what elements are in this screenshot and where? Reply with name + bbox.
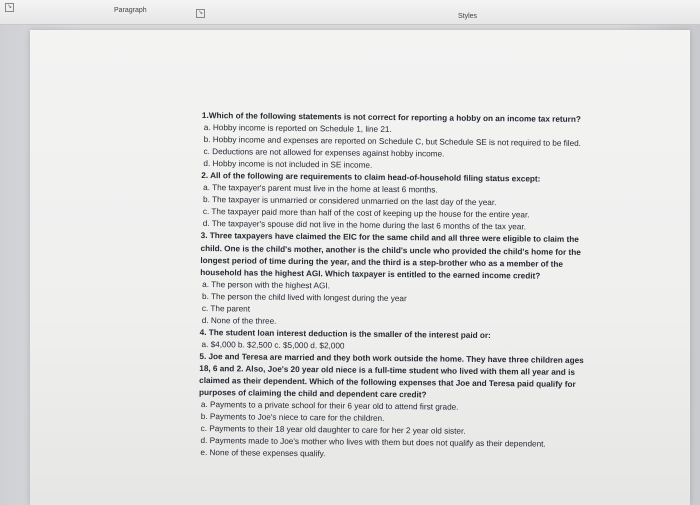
- answer-option: a. Hobby income is reported on Schedule 1, line 21.: [203, 123, 392, 135]
- question-line: 4. The student loan interest deduction is the smaller of the interest paid or:: [199, 327, 491, 340]
- answer-option: a. The taxpayer's parent must live in the home at least 6 months.: [203, 183, 438, 195]
- answer-option: d. None of the three.: [201, 315, 277, 326]
- question-line: child. One is the child's mother, another is the child's uncle who provided the child's home for the: [200, 243, 581, 257]
- answer-option: a. $4,000 b. $2,500 c. $5,000 d. $2,000: [201, 339, 345, 351]
- question-line: longest period of time during the year, and the third is a step-brother who as a member of the: [200, 255, 564, 269]
- question-line: 1.Which of the following statements is not correct for reporting a hobby on an income tax return?: [201, 110, 581, 124]
- question-line: 3. Three taxpayers have claimed the EIC for the same child and all three were eligible to claim the: [200, 231, 579, 245]
- answer-option: d. The taxpayer's spouse did not live in the home during the last 6 months of the tax year.: [202, 219, 527, 232]
- question-line: claimed as their dependent. Which of the following expenses that Joe and Teresa paid qualify for: [199, 376, 576, 389]
- question-line: 2. All of the following are requirements to claim head-of-household filing status except:: [201, 171, 541, 184]
- answer-option: a. Payments to a private school for their 6 year old to attend first grade.: [200, 400, 459, 412]
- answer-option: c. Deductions are not allowed for expenses against hobby income.: [203, 147, 445, 159]
- question-line: 5. Joe and Teresa are married and they both work outside the home. They have three children ages: [199, 351, 584, 365]
- paragraph-group-label: Paragraph: [114, 7, 147, 14]
- paragraph-dialog-launcher-icon[interactable]: ↘: [197, 10, 204, 16]
- answer-option: a. The person with the highest AGI.: [202, 279, 330, 291]
- ribbon: [0, 0, 700, 25]
- answer-option: b. The taxpayer is unmarried or considered unmarried on the last day of the year.: [203, 195, 497, 208]
- font-dialog-launcher-icon[interactable]: ↘: [6, 4, 13, 10]
- document-body[interactable]: [198, 110, 682, 464]
- answer-option: c. The taxpayer paid more than half of the cost of keeping up the house for the entire year.: [202, 207, 530, 220]
- question-line: 18, 6 and 2. Also, Joe's 20 year old niece is a full-time student who lived with them all year and is: [199, 363, 575, 377]
- answer-option: d. Payments made to Joe's mother who lives with them but does not qualify as their dependent.: [200, 436, 546, 449]
- answer-option: c. Payments to their 18 year old daughter to care for her 2 year old sister.: [200, 424, 466, 436]
- answer-option: d. Hobby income is not included in SE income.: [203, 159, 373, 170]
- answer-option: e. None of these expenses qualify.: [200, 448, 326, 459]
- answer-option: b. The person the child lived with longest during the year: [202, 291, 407, 303]
- answer-option: c. The parent: [201, 303, 251, 314]
- question-line: purposes of claiming the child and dependent care credit?: [198, 388, 427, 400]
- answer-option: b. Hobby income and expenses are reported on Schedule C, but Schedule SE is not required to be filed.: [203, 135, 582, 149]
- styles-group-label: Styles: [458, 13, 478, 20]
- document-page[interactable]: [30, 30, 690, 505]
- answer-option: b. Payments to Joe's niece to care for the children.: [200, 412, 385, 424]
- question-line: household has the highest AGI. Which taxpayer is entitled to the earned income credit?: [200, 267, 541, 281]
